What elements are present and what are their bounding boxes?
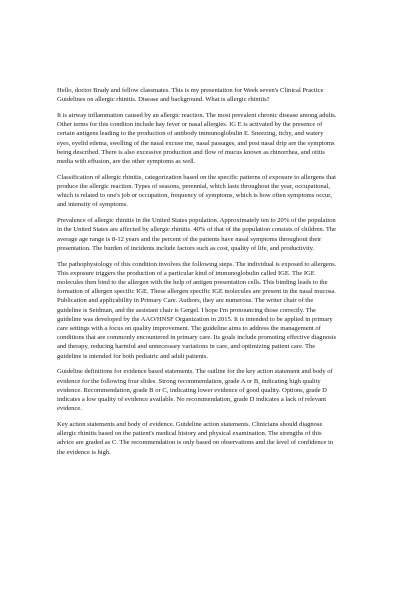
paragraph-definition: It is airway inflammation caused by an allergic reaction. The most prevalent chronic disease among adults. Other terms for this conditon include hay fever or nasal allergies. IG E is activated by the presence of certain antigens leading to the production of antibody immunoglobulin E. Sneezing, itchy, and watery eyes, eyelid edema, swelling of the nasal excuse me, nasal passages, and post nasal drip are the symptoms being described. There is also excessive production and flow of mucus known as rhinorrhea, and otitis media with effusion, are the other symptoms as well. — [57, 112, 337, 166]
paragraph-intro: Hello, doctor Brady and fellow classmates. This is my presentation for Week seven's Clinical Practice Guidelines on allergic rhinitis. Disease and background. What is allergic rhinitis? — [57, 87, 324, 104]
paragraph-classification: Classification of allergic rhinitis, categorization based on the specific patterns of exposure to allergens that produce the allergic reaction. Types of seasons, perennial, which lasts throughout the year, occupational, which is related to one's job or occupation, frequency of symptoms, which is how often symptoms occur, and intensity of symptoms. — [57, 173, 336, 209]
paragraph-guideline-definitions: Guideline definitions for evidence based statements. The outline for the key action statement and body of evidence for the following four slides. Strong recommendation, grade A or B, indicating high quality evidence. Recommendation, grade B or C, indicating lower evidence of good quality. Options, grade D indicates a low quality of evidence available. No recommendation, grade D indicates a lack of relevant evidence. — [57, 368, 333, 413]
paragraph-prevalence: Prevalence of allergic rhinitis in the United States population. Approximately ten to 20% of the population in the United States are affected by allergic rhinitis. 40% of that of the population consists of children. The average age range is 8-12 years and the percent of the patients have nasal symptoms throughout their presentation. The burden of incidents include factors such as cost, quality of life, and productivity. — [57, 217, 337, 252]
paragraph-key-action-statements: Key action statements and body of evidence. Guideline action statements. Clinicians should diagnose allergic rhinitis based on the patient's medical history and physical examination. The strengths of this advice are graded as C. The recommendation is only based on observations and the level of confidence in the evidence is high. — [57, 421, 334, 456]
paragraph-pathophysiology: The pathophysiology of this condition involves the following steps. The individual is exposed to allergens. This exposure triggers the production of a particular kind of immunoglobulin called IGE. The IGE molecules then bind to the allergen with the help of antigen presentation cells. This binding leads to the formation of allergen specific IGE. These allergen specific IGE molecules are present in the nasal mucosa. Publication and applicability in Primary Care. Authors, they are numerous. The writer chair of the guideline is Seidman, and the assistant chair is Gergel. I hope I'm pronouncing those correctly. The guideline was developed by the AAO/HNSF Organization in 2015. It is intended to be applied in primary care settings with a focus on quality improvement. The guideline aims to address the management of conditions that are commonly encountered in primary care. Its goals include promoting effective diagnosis and therapy, reducing harmful and unnecessary variations in care, and optimizing patient care. The guideline is intended for both pediatric and adult patients. — [57, 260, 337, 360]
document-body — [57, 86, 337, 463]
